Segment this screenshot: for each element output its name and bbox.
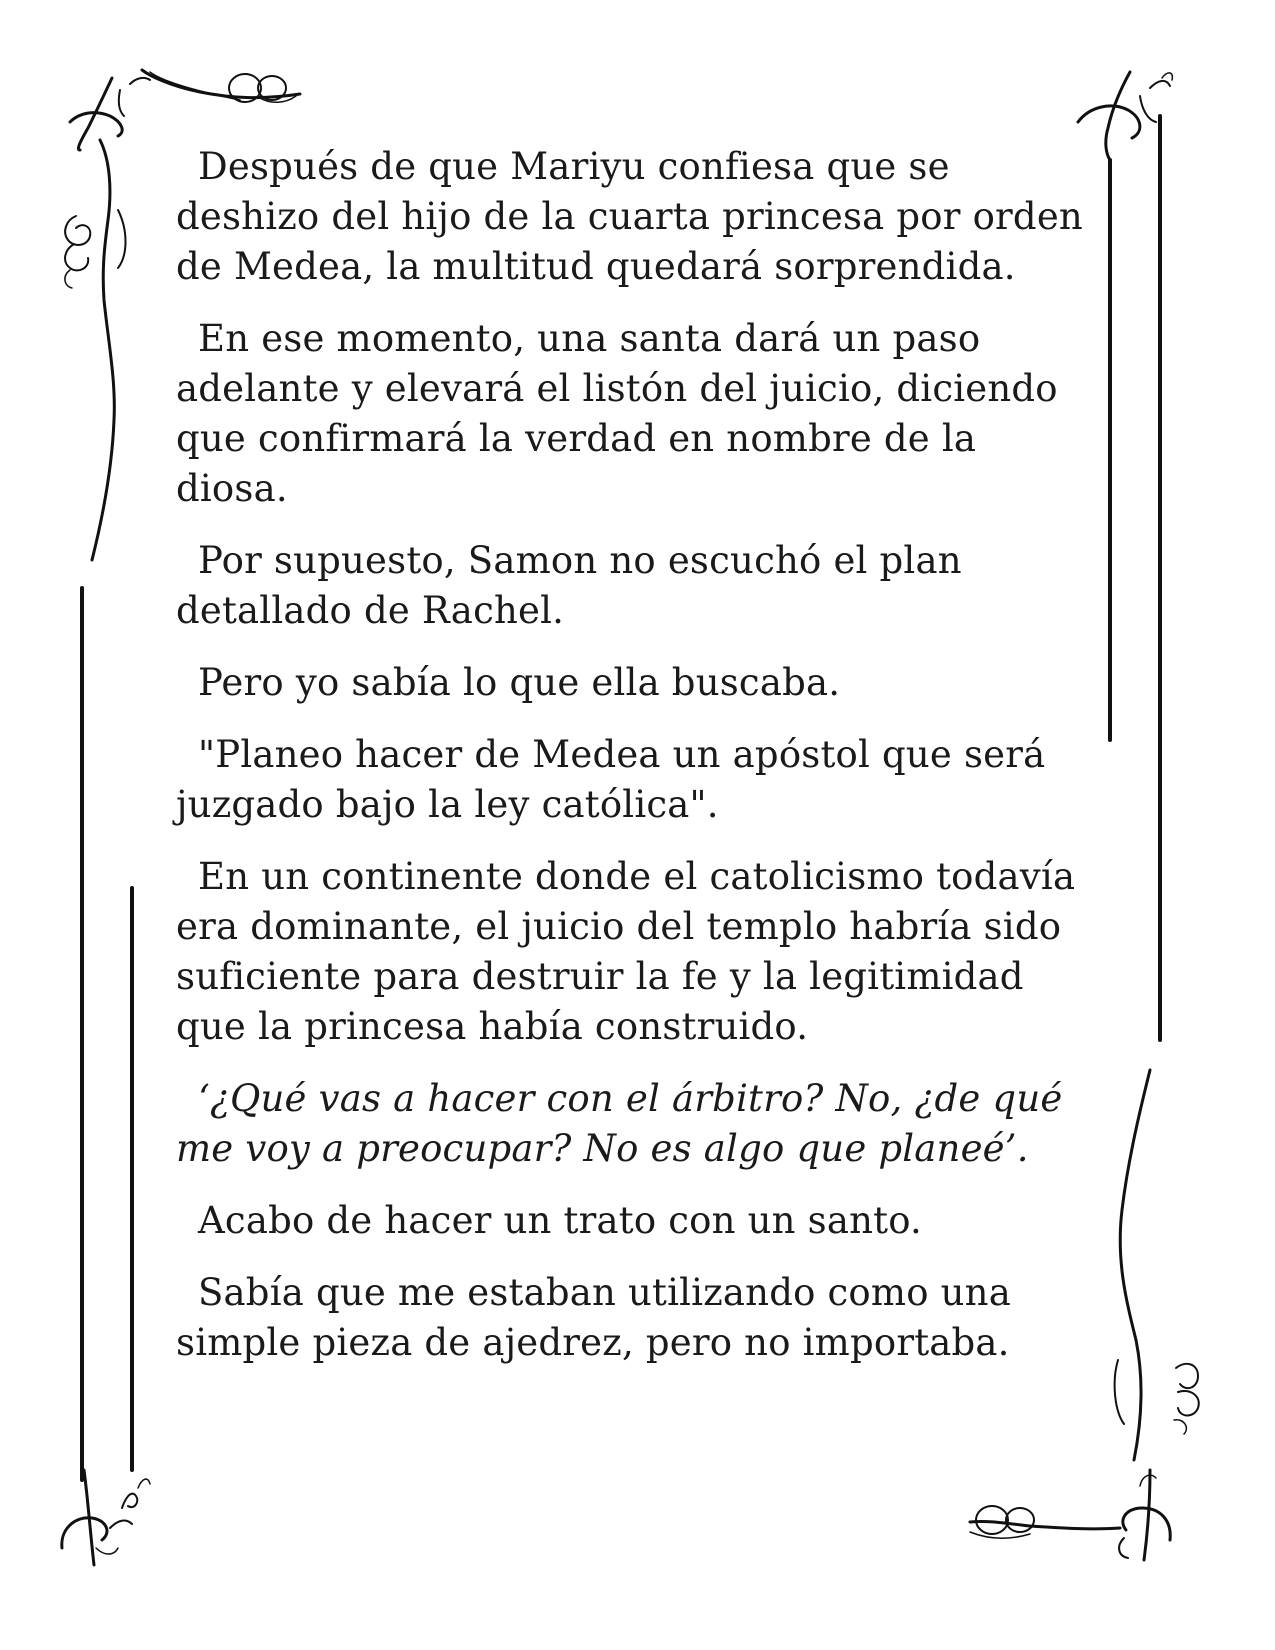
text-line: me voy a preocupar? No es algo que planeé’. xyxy=(176,1127,1029,1170)
text-line: En un continente donde el catolicismo todavía xyxy=(198,855,1076,898)
paragraph-8 xyxy=(176,1196,1096,1246)
text-line: de Medea, la multitud quedará sorprendida. xyxy=(176,245,1016,288)
paragraph-7-thought xyxy=(176,1074,1096,1174)
paragraph-5 xyxy=(176,730,1096,830)
text-line: diosa. xyxy=(176,467,288,510)
text-line: ‘¿Qué vas a hacer con el árbitro? No, ¿de qué xyxy=(198,1077,1063,1120)
text-line: Por supuesto, Samon no escuchó el plan xyxy=(198,539,962,582)
paragraph-3 xyxy=(176,536,1096,636)
text-line: Después de que Mariyu confiesa que se xyxy=(198,145,950,188)
text-line: que confirmará la verdad en nombre de la xyxy=(176,417,977,460)
text-line: deshizo del hijo de la cuarta princesa por orden xyxy=(176,195,1083,238)
text-line: Acabo de hacer un trato con un santo. xyxy=(198,1199,923,1242)
text-line: "Planeo hacer de Medea un apóstol que será xyxy=(198,733,1046,776)
body-text xyxy=(176,142,1096,1390)
text-line: juzgado bajo la ley católica". xyxy=(176,783,719,826)
text-line: era dominante, el juicio del templo habría sido xyxy=(176,905,1062,948)
text-line: simple pieza de ajedrez, pero no importaba. xyxy=(176,1321,1010,1364)
flourish-bottom-left xyxy=(62,1470,150,1565)
text-line: que la princesa había construido. xyxy=(176,1005,809,1048)
text-line: adelante y elevará el listón del juicio, diciendo xyxy=(176,367,1058,410)
paragraph-9 xyxy=(176,1268,1096,1368)
paragraph-2 xyxy=(176,314,1096,514)
paragraph-6 xyxy=(176,852,1096,1052)
text-line: detallado de Rachel. xyxy=(176,589,565,632)
text-line: suficiente para destruir la fe y la legitimidad xyxy=(176,955,1024,998)
text-line: En ese momento, una santa dará un paso xyxy=(198,317,981,360)
paragraph-4 xyxy=(176,658,1096,708)
text-line: Sabía que me estaban utilizando como una xyxy=(198,1271,1011,1314)
paragraph-1 xyxy=(176,142,1096,292)
text-line: Pero yo sabía lo que ella buscaba. xyxy=(198,661,841,704)
